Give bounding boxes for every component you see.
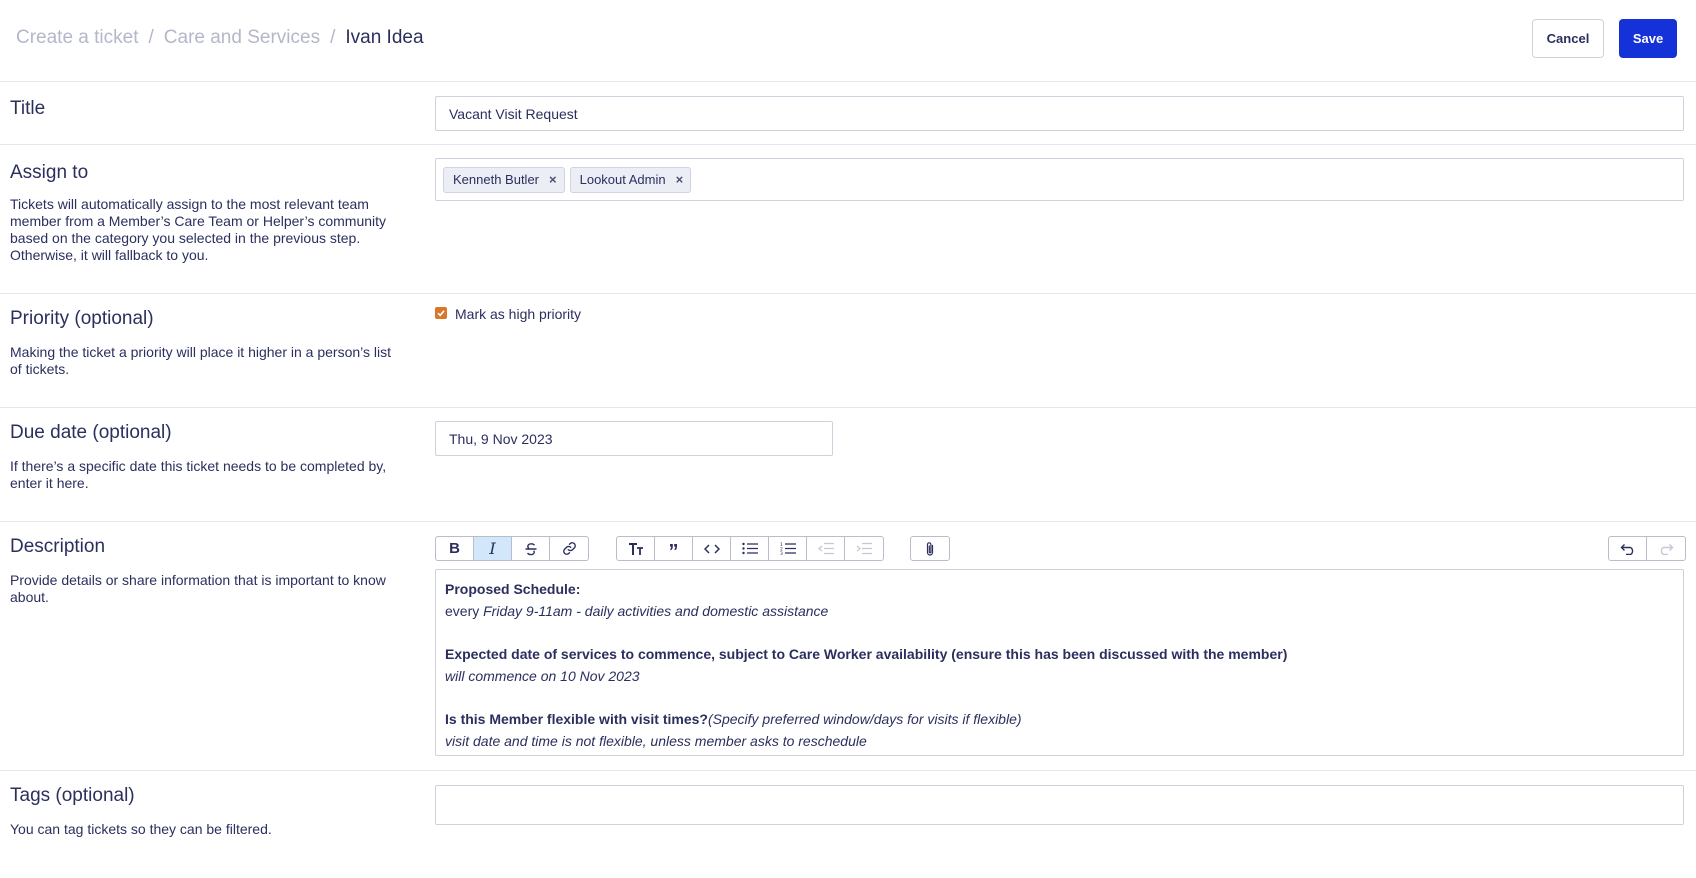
editor-line bbox=[445, 731, 1674, 753]
breadcrumb-current: Ivan Idea bbox=[345, 27, 424, 48]
priority-help: Making the ticket a priority will place it higher in a person’s list of tickets. bbox=[10, 344, 392, 377]
tags-input[interactable] bbox=[435, 785, 1684, 825]
assignee-chip bbox=[443, 167, 565, 193]
breadcrumb bbox=[16, 27, 424, 49]
assign-section bbox=[0, 145, 1696, 294]
heading-icon[interactable] bbox=[617, 537, 655, 560]
schedule-heading: Proposed Schedule: bbox=[445, 581, 581, 597]
history-toolbar bbox=[1608, 536, 1686, 561]
indent-icon[interactable] bbox=[845, 537, 883, 560]
tags-section bbox=[0, 771, 1696, 878]
breadcrumb-create-ticket[interactable]: Create a ticket bbox=[16, 27, 139, 48]
tags-label: Tags (optional) bbox=[10, 785, 135, 806]
description-help: Provide details or share information that is important to know about. bbox=[10, 572, 386, 605]
title-section bbox=[0, 82, 1696, 145]
editor-line bbox=[445, 666, 1674, 688]
attach-icon[interactable] bbox=[911, 537, 949, 560]
block-format-toolbar bbox=[616, 536, 884, 561]
code-icon[interactable] bbox=[693, 537, 731, 560]
check-icon bbox=[436, 308, 446, 318]
numbered-list-icon[interactable] bbox=[769, 537, 807, 560]
breadcrumb-separator: / bbox=[330, 27, 336, 48]
bullet-list-icon[interactable] bbox=[731, 537, 769, 560]
strikethrough-icon[interactable] bbox=[512, 537, 550, 560]
assignee-chip bbox=[570, 167, 692, 193]
flexible-heading: Is this Member flexible with visit times? bbox=[445, 711, 708, 727]
flexible-value: visit date and time is not flexible, unless member asks to reschedule bbox=[445, 732, 867, 749]
quote-icon[interactable]: ” bbox=[655, 537, 693, 560]
attachment-toolbar bbox=[910, 536, 950, 561]
high-priority-label[interactable]: Mark as high priority bbox=[455, 306, 582, 322]
save-button[interactable]: Save bbox=[1619, 19, 1677, 58]
due-date-help: If there’s a specific date this ticket needs to be completed by, enter it here. bbox=[10, 458, 387, 491]
tags-help: You can tag tickets so they can be filtered. bbox=[10, 821, 272, 837]
italic-icon[interactable]: I bbox=[474, 537, 512, 560]
outdent-icon[interactable] bbox=[807, 537, 845, 560]
editor-line bbox=[445, 579, 1674, 601]
bold-icon[interactable]: B bbox=[436, 537, 474, 560]
remove-assignee-icon[interactable]: × bbox=[675, 172, 684, 187]
high-priority-checkbox[interactable] bbox=[435, 307, 447, 319]
breadcrumb-category[interactable]: Care and Services bbox=[163, 27, 321, 48]
assignee-name: Lookout Admin bbox=[579, 172, 666, 187]
page-header bbox=[0, 0, 1696, 82]
assign-label: Assign to bbox=[10, 162, 89, 183]
description-editor[interactable] bbox=[435, 569, 1684, 756]
priority-label: Priority (optional) bbox=[10, 308, 154, 329]
title-input[interactable]: Vacant Visit Request bbox=[435, 96, 1684, 131]
text-format-toolbar bbox=[435, 536, 589, 561]
commence-value: will commence on 10 Nov 2023 bbox=[445, 667, 640, 684]
assignee-name: Kenneth Butler bbox=[453, 172, 540, 187]
assign-help: Tickets will automatically assign to the most relevant team member from a Member’s Care Team or Helper’s community based on the category you selected in the previous step. Otherwise, it will fallback to you. bbox=[10, 196, 387, 263]
due-date-label: Due date (optional) bbox=[10, 422, 172, 443]
title-label: Title bbox=[10, 98, 46, 119]
redo-icon[interactable] bbox=[1647, 537, 1685, 560]
editor-line bbox=[445, 644, 1674, 666]
commence-heading: Expected date of services to commence, subject to Care Worker availability (ensure this has been discussed with the member) bbox=[445, 646, 1288, 662]
link-icon[interactable] bbox=[550, 537, 588, 560]
svg-text:3: 3 bbox=[779, 552, 783, 555]
due-date-input[interactable]: Thu, 9 Nov 2023 bbox=[435, 421, 833, 456]
priority-section bbox=[0, 294, 1696, 408]
schedule-value: Friday 9-11am - daily activities and domestic assistance bbox=[483, 602, 829, 619]
description-label: Description bbox=[10, 536, 106, 557]
breadcrumb-separator: / bbox=[148, 27, 154, 48]
flexible-hint: (Specify preferred window/days for visits if flexible) bbox=[707, 711, 1022, 727]
editor-line bbox=[445, 601, 1674, 623]
editor-line bbox=[445, 709, 1674, 731]
svg-text:1: 1 bbox=[779, 543, 783, 548]
schedule-prefix: every bbox=[445, 602, 484, 619]
due-date-section bbox=[0, 408, 1696, 522]
assignee-input[interactable] bbox=[435, 158, 1684, 201]
undo-icon[interactable] bbox=[1609, 537, 1647, 560]
remove-assignee-icon[interactable]: × bbox=[549, 172, 557, 187]
svg-text:2: 2 bbox=[779, 547, 783, 553]
cancel-button[interactable]: Cancel bbox=[1532, 19, 1604, 58]
